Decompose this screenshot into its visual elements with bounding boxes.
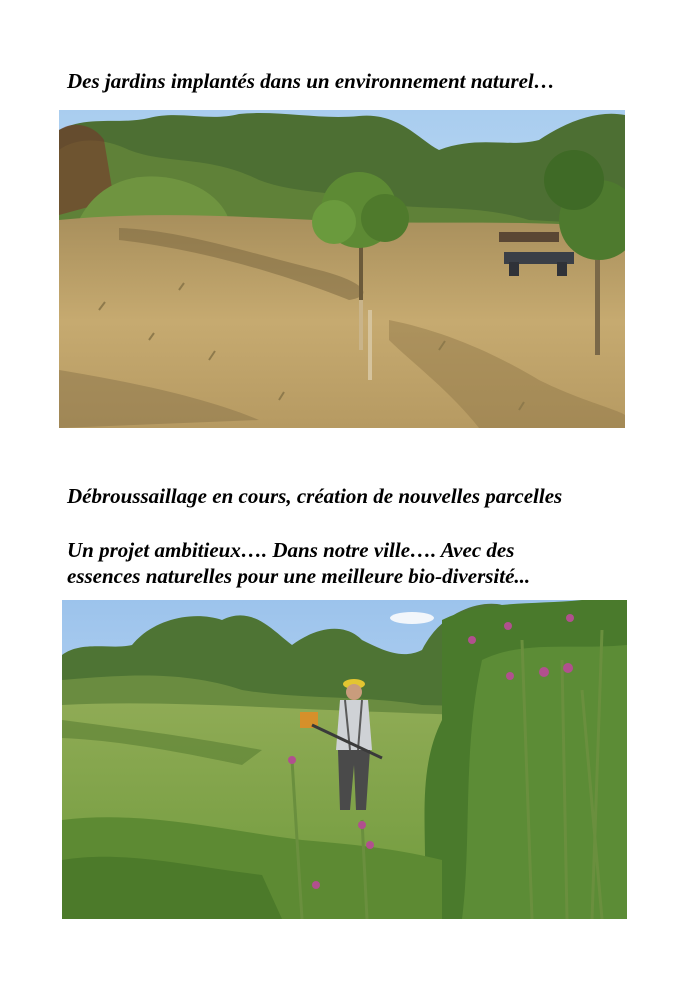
- garden-photo: [59, 110, 625, 428]
- caption-project: [67, 537, 530, 589]
- clearing-photo: [62, 600, 627, 919]
- caption-clearing: Débroussaillage en cours, création de nouvelles parcelles: [67, 484, 563, 508]
- caption-project-line1: Un projet ambitieux…. Dans notre ville…. Avec des: [67, 538, 515, 562]
- caption-gardens: Des jardins implantés dans un environnement naturel…: [67, 69, 555, 93]
- caption-project-line2: essences naturelles pour une meilleure bio-diversité...: [67, 564, 531, 588]
